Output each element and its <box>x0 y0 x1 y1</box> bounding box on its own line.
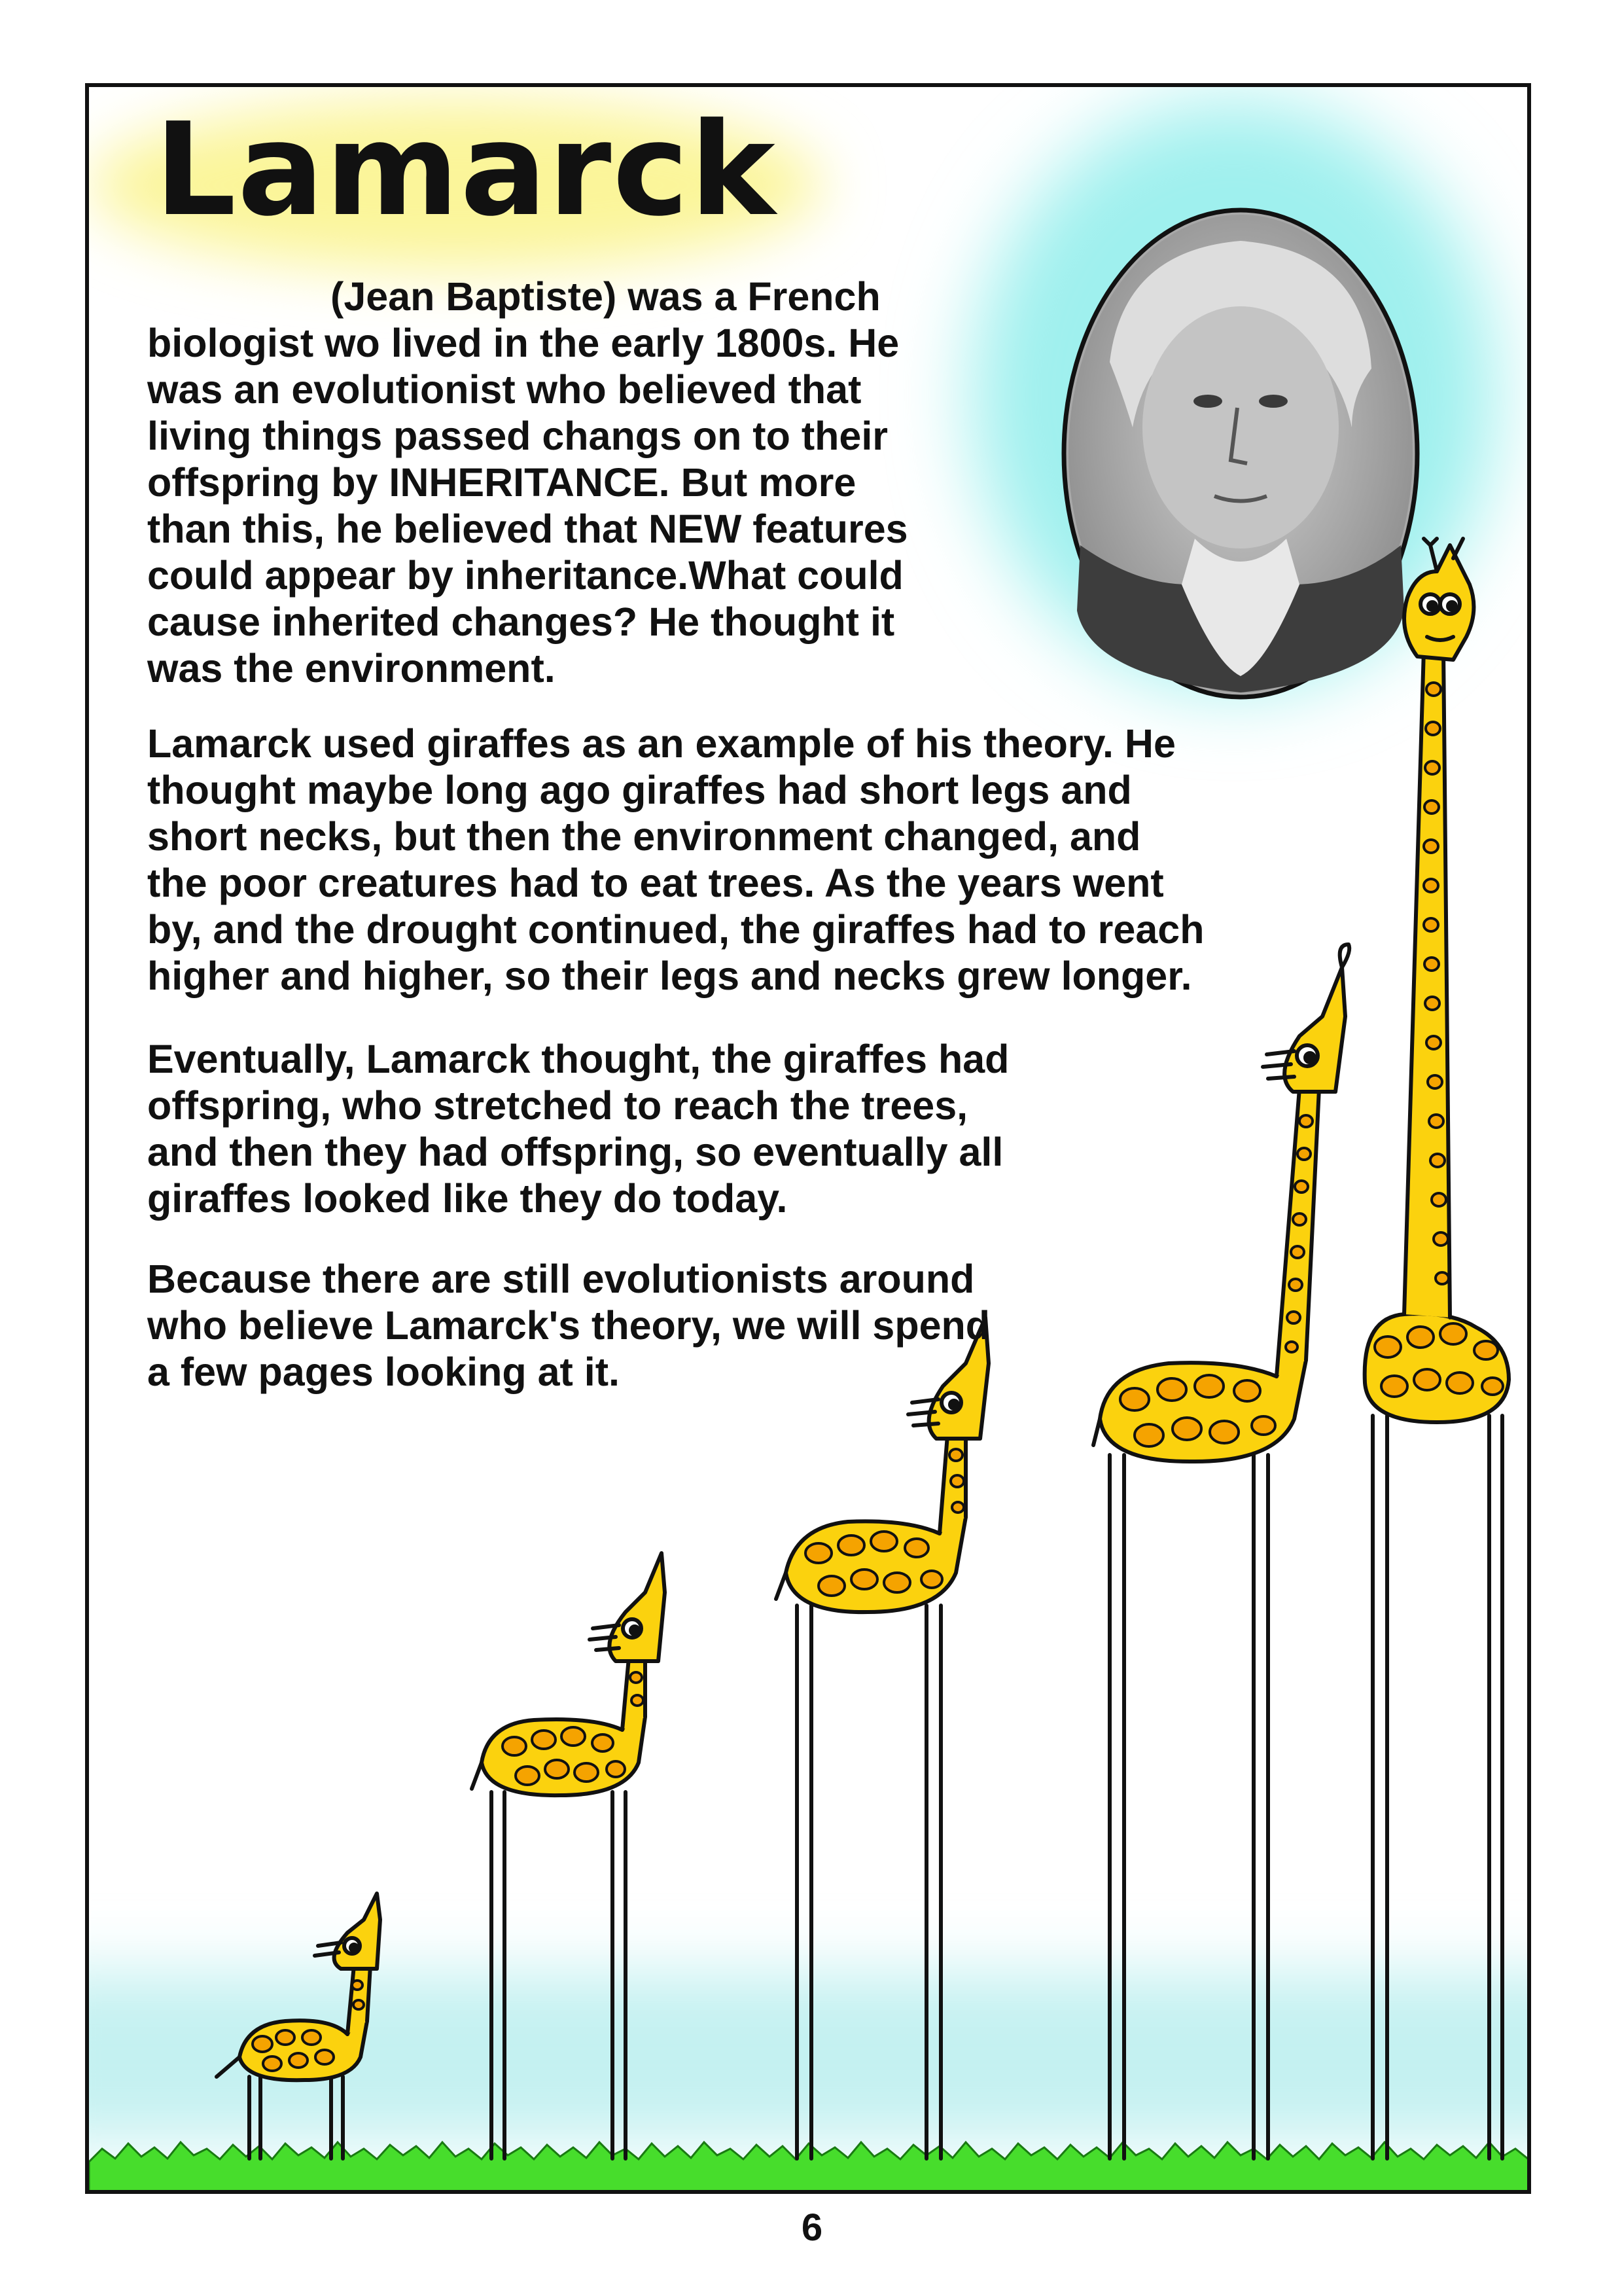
paragraph-conclusion <box>147 1256 990 1395</box>
text-line: was the environment. <box>147 646 556 691</box>
paragraph-giraffe-theory <box>147 721 1204 999</box>
giraffe-5 <box>1365 539 1509 2159</box>
paragraph-intro <box>147 274 908 692</box>
text-line: higher and higher, so their legs and necks grew longer. <box>147 954 1192 998</box>
text-line: the poor creatures had to eat trees. As the years went <box>147 861 1164 905</box>
page-frame <box>85 83 1531 2194</box>
text-line: (Jean Baptiste) was a French <box>330 274 881 319</box>
text-line: cause inherited changes? He thought it <box>147 600 895 644</box>
text-line: than this, he believed that NEW features <box>147 507 908 551</box>
text-line: a few pages looking at it. <box>147 1350 620 1394</box>
text-line: biologist wo lived in the early 1800s. He <box>147 321 900 365</box>
text-line: Lamarck used giraffes as an example of his theory. He <box>147 721 1176 766</box>
text-line: was an evolutionist who believed that <box>147 367 862 412</box>
text-line: living things passed changs on to their <box>147 414 889 458</box>
text-line: thought maybe long ago giraffes had short legs and <box>147 768 1132 812</box>
text-line: Eventually, Lamarck thought, the giraffes had <box>147 1037 1010 1081</box>
text-line: Because there are still evolutionists around <box>147 1257 975 1301</box>
text-line: who believe Lamarck's theory, we will spend <box>147 1303 991 1348</box>
text-line: giraffes looked like they do today. <box>147 1176 788 1221</box>
text-line: offspring, who stretched to reach the trees, <box>147 1083 968 1128</box>
page-title: Lamarck <box>154 96 777 245</box>
portrait-of-lamarck <box>1064 210 1417 697</box>
text-line: could appear by inheritance.What could <box>147 553 904 598</box>
text-line: by, and the drought continued, the giraffes had to reach <box>147 907 1205 952</box>
text-line: and then they had offspring, so eventually all <box>147 1130 1004 1174</box>
text-line: offspring by INHERITANCE. But more <box>147 460 856 505</box>
text-line: short necks, but then the environment changed, and <box>147 814 1141 859</box>
paragraph-offspring <box>147 1036 1009 1222</box>
page-number: 6 <box>801 2206 823 2249</box>
